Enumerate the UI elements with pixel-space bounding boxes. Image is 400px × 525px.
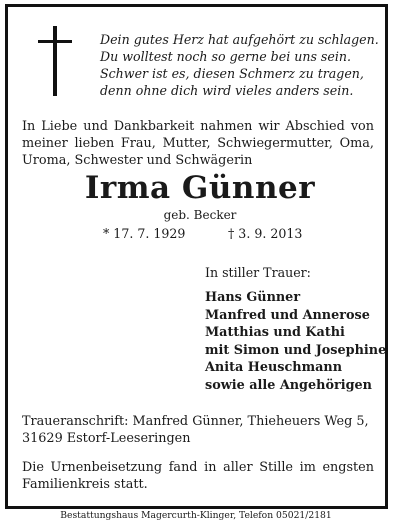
burial-line: Die Urnenbeisetzung fand in aller Stille im engsten bbox=[22, 460, 374, 475]
poem-line: Du wolltest noch so gerne bei uns sein. bbox=[100, 49, 351, 64]
address-line: 31629 Estorf-Leeseringen bbox=[22, 431, 191, 446]
mourning-address bbox=[22, 413, 374, 447]
poem-line: denn ohne dich wird vieles anders sein. bbox=[100, 83, 354, 98]
mourner-name: mit Simon und Josephine bbox=[205, 342, 387, 358]
mourner-name: sowie alle Angehörigen bbox=[205, 377, 372, 393]
birth-date: * 17. 7. 1929 bbox=[103, 226, 186, 241]
mourner-name: Anita Heuschmann bbox=[205, 360, 343, 375]
burial-line: Familienkreis statt. bbox=[22, 477, 148, 492]
deceased-name: Irma Günner bbox=[84, 170, 316, 206]
farewell-line: meiner lieben Frau, Mutter, Schwiegermutter, Oma, bbox=[22, 136, 374, 151]
mourner-name: Matthias und Kathi bbox=[205, 325, 345, 340]
death-date: † 3. 9. 2013 bbox=[228, 226, 303, 241]
cross-icon bbox=[38, 26, 72, 96]
farewell-text bbox=[22, 118, 374, 169]
mourners-list bbox=[205, 289, 386, 394]
poem-line: Dein gutes Herz hat aufgehört zu schlagen. bbox=[100, 32, 379, 47]
farewell-line: In Liebe und Dankbarkeit nahmen wir Abschied von bbox=[22, 119, 374, 134]
funeral-home-footer: Bestattungshaus Magercurth-Klinger, Telefon 05021/2181 bbox=[60, 510, 332, 521]
mourning-label: In stiller Trauer: bbox=[205, 265, 311, 280]
mourner-name: Hans Günner bbox=[205, 290, 301, 305]
memorial-poem bbox=[100, 31, 380, 99]
mourner-name: Manfred und Annerose bbox=[205, 307, 370, 323]
burial-notice bbox=[22, 459, 374, 493]
poem-line: Schwer ist es, diesen Schmerz zu tragen, bbox=[100, 66, 364, 81]
farewell-line: Uroma, Schwester und Schwägerin bbox=[22, 153, 253, 168]
maiden-name: geb. Becker bbox=[163, 208, 237, 222]
address-line: Traueranschrift: Manfred Günner, Thieheuers Weg 5, bbox=[22, 414, 369, 429]
